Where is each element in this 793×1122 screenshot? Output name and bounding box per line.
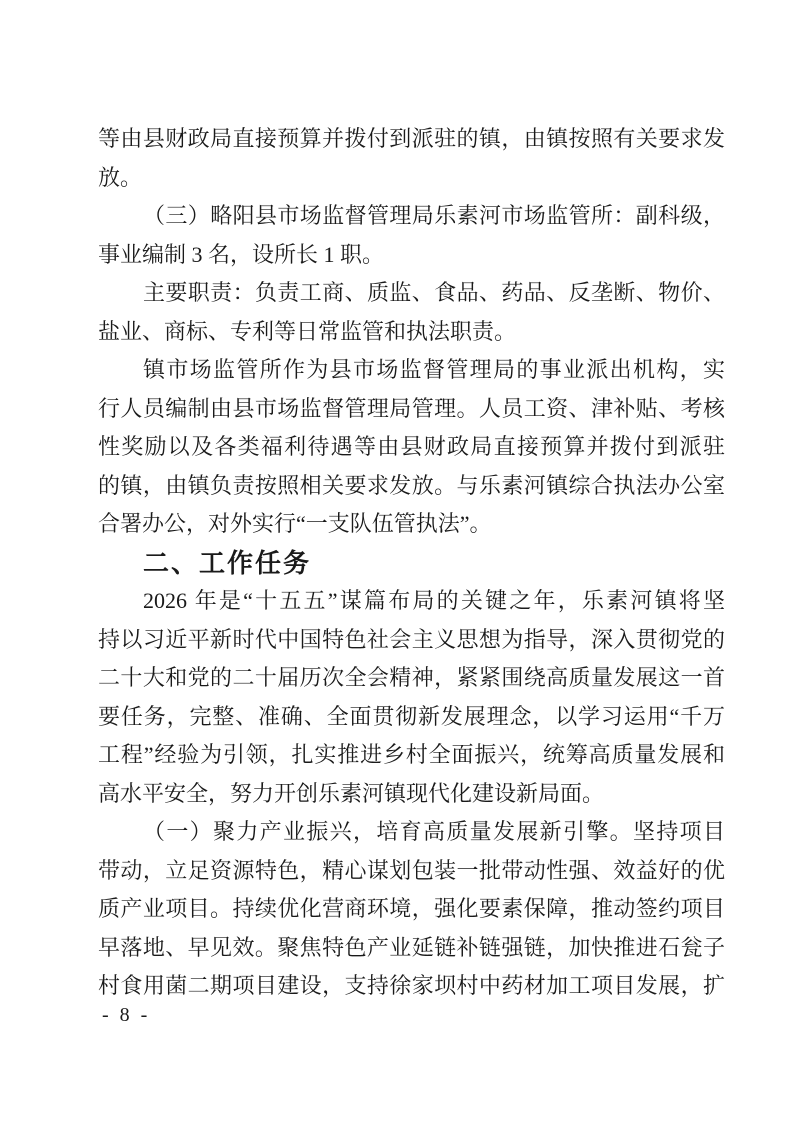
text-line: 盐业、商标、专利等日常监管和执法职责。: [98, 318, 517, 344]
text-line: 工程”经验为引领，扎实推进乡村全面振兴，统筹高质量发展和: [98, 742, 725, 767]
text-line: 持以习近平新时代中国特色社会主义思想为指导，深入贯彻党的: [98, 626, 725, 652]
text-line: 早落地、早见效。聚焦特色产业延链补链强链，加快推进石瓮子: [98, 934, 725, 960]
text-line: 带动，立足资源特色，精心谋划包装一批带动性强、效益好的优: [98, 857, 725, 883]
text-line: 质产业项目。持续优化营商环境，强化要素保障，推动签约项目: [98, 896, 725, 921]
text-line: 主要职责：负责工商、质监、食品、药品、反垄断、物价、: [143, 280, 725, 305]
text-line: 放。: [98, 164, 143, 190]
section-heading: 二、工作任务: [143, 547, 312, 578]
document-body: [98, 120, 725, 1006]
text-line: 要任务，完整、准确、全面贯彻新发展理念，以学习运用“千万: [98, 703, 725, 729]
text-line: 二十大和党的二十届历次全会精神，紧紧围绕高质量发展这一首: [98, 665, 725, 690]
text-line: 村食用菌二期项目建设，支持徐家坝村中药材加工项目发展，扩: [98, 973, 725, 998]
text-line: 高水平安全，努力开创乐素河镇现代化建设新局面。: [98, 780, 605, 806]
text-line: 性奖励以及各类福利待遇等由县财政局直接预算并拨付到派驻: [98, 434, 725, 459]
page-number: - 8 -: [102, 1004, 151, 1026]
text-line: 行人员编制由县市场监督管理局管理。人员工资、津补贴、考核: [98, 395, 725, 421]
text-line: （三）略阳县市场监督管理局乐素河市场监管所：副科级，: [143, 203, 725, 228]
text-line: （一）聚力产业振兴，培育高质量发展新引擎。坚持项目: [143, 819, 725, 844]
text-line: 的镇，由镇负责按照相关要求发放。与乐素河镇综合执法办公室: [98, 472, 725, 498]
text-line: 等由县财政局直接预算并拨付到派驻的镇，由镇按照有关要求发: [98, 126, 725, 151]
text-line: 镇市场监管所作为县市场监督管理局的事业派出机构，实: [143, 357, 725, 382]
text-line: 合署办公，对外实行“一支队伍管执法”。: [98, 511, 492, 536]
text-line: 2026 年是“十五五”谋篇布局的关键之年，乐素河镇将坚: [143, 588, 725, 613]
text-line: 事业编制 3 名，设所长 1 职。: [98, 241, 385, 267]
